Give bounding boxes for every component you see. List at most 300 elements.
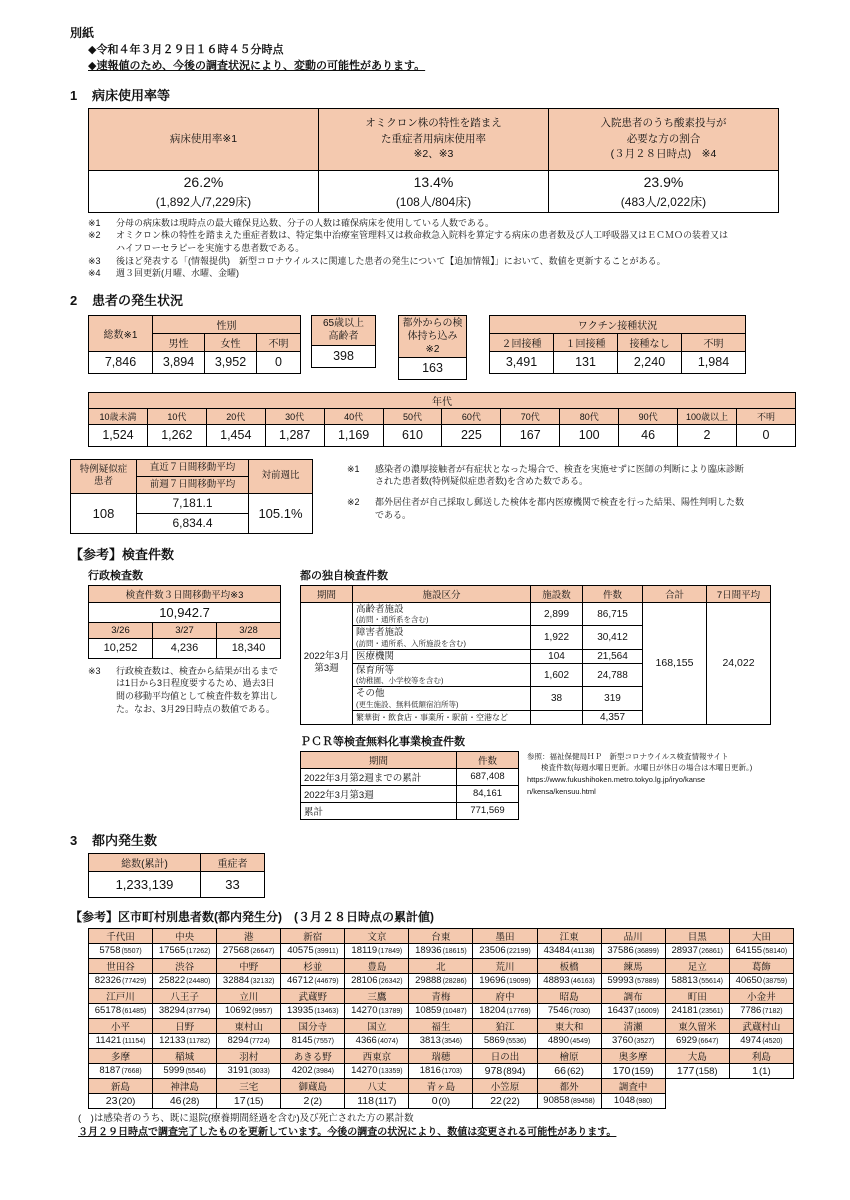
- footnote-text: 週３回更新(月曜、水曜、金曜): [116, 268, 239, 279]
- municipality-value: [345, 1003, 409, 1018]
- municipality-value: [665, 1033, 729, 1048]
- municipality-recovered-count: (7182): [762, 1008, 783, 1016]
- municipality-recovered-count: (3033): [249, 1068, 270, 1076]
- page-corner-label: 別紙: [70, 26, 95, 40]
- municipality-value: [153, 1093, 217, 1108]
- municipality-recovered-count: (20): [118, 1095, 136, 1107]
- municipality-recovered-count: (15): [246, 1095, 264, 1107]
- municipality-value: [217, 973, 281, 988]
- municipality-name: 目黒: [665, 928, 729, 943]
- footnote: [88, 255, 736, 268]
- municipality-value: [729, 1003, 793, 1018]
- footnote-mark: ※3: [88, 255, 101, 266]
- municipality-count: 58813: [671, 975, 698, 987]
- municipality-name: 三宅: [217, 1078, 281, 1093]
- vaccine-table: [489, 315, 746, 374]
- elderly-value: 398: [312, 345, 376, 367]
- pcr-table: [300, 751, 519, 820]
- municipality-recovered-count: (4074): [377, 1038, 399, 1046]
- bed-usage-col-header: オミクロン株の特性を踏まえ た重症者用病床使用率 ※2、※3: [319, 108, 549, 170]
- municipality-count: 5869: [483, 1035, 505, 1047]
- vaccine-header: ワクチン接種状況: [490, 315, 746, 333]
- municipality-value: [89, 1033, 153, 1048]
- bed-usage-detail: (1,892人/7,229床): [155, 194, 252, 209]
- municipality-count: 24181: [671, 1005, 698, 1017]
- outside-sample-value: 163: [399, 357, 467, 379]
- municipality-name: 中央: [153, 928, 217, 943]
- age-value: 46: [619, 424, 678, 446]
- metro-total: 168,155: [643, 602, 707, 724]
- special-case-value: 108: [71, 493, 137, 533]
- municipality-name: 板橋: [537, 958, 601, 973]
- municipality-value: [153, 1033, 217, 1048]
- age-value: 1,262: [147, 424, 206, 446]
- cumulative-total-value: 1,233,139: [89, 871, 201, 897]
- municipality-count: 18204: [479, 1005, 506, 1017]
- municipality-name: 稲城: [153, 1048, 217, 1063]
- municipality-count: 43484: [543, 945, 570, 957]
- age-col-header: 80代: [560, 408, 619, 424]
- municipality-count: 3813: [419, 1035, 441, 1047]
- municipality-value: [281, 1063, 345, 1078]
- municipality-name: 品川: [601, 928, 665, 943]
- municipality-name: 東大和: [537, 1018, 601, 1033]
- municipality-count: 32884: [222, 975, 250, 987]
- severe-cases-value: 33: [201, 871, 265, 897]
- municipality-recovered-count: (9957): [252, 1008, 273, 1016]
- bed-usage-cell: [549, 170, 779, 212]
- municipality-value: [601, 1093, 665, 1108]
- municipality-count: 170: [612, 1064, 631, 1077]
- municipality-value: [473, 1093, 537, 1108]
- admin-tests-block: [88, 567, 280, 715]
- municipality-name: 日の出: [473, 1048, 537, 1063]
- age-table: [88, 392, 796, 447]
- total-header: 総数※1: [89, 315, 153, 351]
- municipality-name: 三鷹: [345, 988, 409, 1003]
- municipality-section-heading: 【参考】区市町村別患者数(都内発生分) (３月２８日時点の累計値): [70, 909, 434, 924]
- footnote: [347, 463, 747, 488]
- footnote-mark: ※2: [88, 230, 101, 241]
- date-header: 3/28: [217, 622, 281, 638]
- municipality-recovered-count: (1703): [441, 1068, 463, 1076]
- municipality-count: 1: [752, 1064, 758, 1077]
- municipality-recovered-count: (32132): [250, 978, 275, 986]
- municipality-name: 町田: [665, 988, 729, 1003]
- metro-test-count: 21,564: [583, 649, 643, 663]
- outside-sample-header: 都外からの検 体持ち込み ※2: [399, 315, 467, 357]
- footnote: [88, 229, 736, 254]
- municipality-count: 40650: [735, 975, 763, 987]
- municipality-name: 西東京: [345, 1048, 409, 1063]
- municipality-count: 4202: [291, 1065, 313, 1077]
- section-title: 病床使用率等: [92, 87, 171, 103]
- municipality-name: 新宿: [281, 928, 345, 943]
- special-case-table: [70, 459, 313, 534]
- vaccine-col-header: 不明: [682, 333, 746, 351]
- municipality-count: 2: [303, 1094, 310, 1107]
- total-gender-table: [88, 315, 301, 374]
- admin-tests-table: [88, 585, 281, 659]
- municipality-count: 8145: [291, 1035, 313, 1047]
- metro-test-count: 30,412: [583, 626, 643, 649]
- gender-value: 0: [257, 351, 301, 373]
- municipality-name: 狛江: [473, 1018, 537, 1033]
- municipality-name: 八王子: [153, 988, 217, 1003]
- municipality-value: [665, 943, 729, 958]
- municipality-recovered-count: (1): [759, 1065, 771, 1077]
- municipality-name: 江東: [537, 928, 601, 943]
- municipality-count: 28937: [671, 945, 698, 957]
- municipality-count: 0: [431, 1094, 438, 1107]
- municipality-value: [345, 973, 409, 988]
- pcr-col-header: 件数: [457, 751, 519, 768]
- municipality-count: 59993: [607, 975, 634, 987]
- municipality-recovered-count: (58140): [763, 948, 788, 956]
- municipality-count: 118: [357, 1094, 374, 1107]
- municipality-value: [281, 1033, 345, 1048]
- municipality-count: 3760: [611, 1035, 634, 1047]
- municipality-value: [153, 943, 217, 958]
- municipality-recovered-count: (3984): [313, 1068, 334, 1076]
- age-value: 1,524: [89, 424, 148, 446]
- municipality-recovered-count: (17262): [186, 948, 211, 956]
- municipality-name: 青梅: [409, 988, 473, 1003]
- pcr-row-label: 2022年3月第2週までの累計: [301, 768, 457, 785]
- municipality-count: 28106: [351, 975, 378, 987]
- municipality-name: 台東: [409, 928, 473, 943]
- municipality-name: 小笠原: [473, 1078, 537, 1093]
- municipality-name: 調査中: [601, 1078, 665, 1093]
- municipality-value: [537, 943, 601, 958]
- age-value: 0: [736, 424, 795, 446]
- municipality-value: [281, 973, 345, 988]
- municipality-count: 17565: [158, 945, 186, 957]
- bed-usage-rate: 13.4%: [413, 174, 454, 191]
- municipality-count: 25822: [158, 975, 186, 987]
- municipality-name: 福生: [409, 1018, 473, 1033]
- municipality-recovered-count: (4549): [570, 1038, 591, 1046]
- gender-value: 3,894: [153, 351, 205, 373]
- update-notice: ３月２９日時点で調査完了したものを更新しています。今後の調査の状況により、数値は変更される可能性があります。: [78, 1127, 617, 1139]
- municipality-value: [665, 1063, 729, 1078]
- age-value: 1,169: [324, 424, 383, 446]
- municipality-recovered-count: (11154): [122, 1038, 146, 1046]
- municipality-count: 23: [105, 1094, 118, 1107]
- municipality-value: [473, 943, 537, 958]
- facility-type-sub: (更生施設、無料低額宿泊所等): [356, 699, 459, 709]
- age-col-header: 40代: [324, 408, 383, 424]
- municipality-count: 4366: [355, 1035, 377, 1047]
- outside-sample-table: [398, 315, 467, 380]
- bed-usage-col-header: 病床使用率※1: [89, 108, 319, 170]
- age-value: 1,287: [265, 424, 324, 446]
- bed-usage-table: [88, 108, 779, 213]
- metro-col-header: 合計: [643, 585, 707, 602]
- municipality-count: 27568: [222, 945, 250, 957]
- municipality-name: 調布: [601, 988, 665, 1003]
- vaccine-col-header: １回接種: [554, 333, 618, 351]
- elderly-header: 65歳以上 高齢者: [312, 315, 376, 345]
- municipality-count: 5999: [163, 1065, 185, 1077]
- pcr-row-value: 687,408: [457, 768, 519, 785]
- footnote-mark: ※4: [88, 268, 101, 279]
- municipality-count: 65178: [94, 1005, 122, 1017]
- municipality-name: 武蔵野: [281, 988, 345, 1003]
- municipality-recovered-count: (7557): [313, 1038, 334, 1046]
- municipality-count: 6929: [676, 1035, 698, 1047]
- bed-usage-notes: [88, 217, 736, 280]
- admin-tests-note: [88, 665, 278, 715]
- municipality-name: 檜原: [537, 1048, 601, 1063]
- footnote-text: 行政検査数は、検査から結果が出るまでは1日から3日程度要するため、過去3日間の移動平均値として検査件数を算出した。なお、3月29日時点の数値である。: [116, 665, 279, 714]
- municipality-count: 23506: [479, 945, 506, 957]
- municipality-recovered-count: (28): [182, 1095, 200, 1107]
- municipality-name: 羽村: [217, 1048, 281, 1063]
- municipality-value: [153, 1003, 217, 1018]
- metro-col-header: 施設区分: [353, 585, 531, 602]
- bed-usage-detail: (483人/2,022床): [620, 194, 707, 209]
- municipality-count: 14270: [351, 1065, 378, 1077]
- metro-test-count: 24,788: [583, 664, 643, 687]
- municipality-count: 90858: [543, 1095, 570, 1107]
- facility-type: 高齢者施設 (訪問・通所系を含む): [353, 602, 531, 625]
- municipality-value: [729, 1063, 793, 1078]
- municipality-value: [345, 1033, 409, 1048]
- municipality-name: 墨田: [473, 928, 537, 943]
- gender-col-header: 不明: [257, 333, 301, 351]
- municipality-count: 4974: [740, 1035, 762, 1047]
- section-heading-patients: [70, 290, 805, 309]
- municipality-value: [217, 1063, 281, 1078]
- metro-test-count: 86,715: [583, 602, 643, 625]
- municipality-recovered-count: (117): [374, 1095, 397, 1107]
- municipality-recovered-count: (13463): [314, 1008, 339, 1016]
- age-col-header: 90代: [619, 408, 678, 424]
- municipality-recovered-count: (77429): [122, 978, 147, 986]
- pcr-row-label: 2022年3月第3週: [301, 785, 457, 802]
- municipality-value: [729, 973, 793, 988]
- municipality-value: [537, 1063, 601, 1078]
- municipality-value: [601, 1063, 665, 1078]
- municipality-name: 大島: [665, 1048, 729, 1063]
- date-header: 3/27: [153, 622, 217, 638]
- bed-usage-rate: 26.2%: [183, 174, 224, 191]
- municipality-recovered-count: (38759): [763, 978, 788, 986]
- municipality-recovered-count: (17769): [506, 1008, 531, 1016]
- age-value: 1,454: [206, 424, 265, 446]
- age-col-header: 100歳以上: [678, 408, 737, 424]
- special-case-header: 特例疑似症 患者: [71, 459, 137, 493]
- municipality-value: [537, 973, 601, 988]
- municipality-value: [537, 1093, 601, 1108]
- special-case-row: [70, 459, 805, 534]
- municipality-recovered-count: (6647): [698, 1038, 719, 1046]
- tokyo-cases-table: [88, 853, 265, 898]
- age-col-header: 60代: [442, 408, 501, 424]
- municipality-name: 千代田: [89, 928, 153, 943]
- municipality-value: [89, 973, 153, 988]
- municipality-value: [217, 1003, 281, 1018]
- municipality-value: [281, 1003, 345, 1018]
- date-value: 10,252: [89, 638, 153, 658]
- municipality-count: 11421: [95, 1035, 122, 1047]
- municipality-value: [473, 973, 537, 988]
- municipality-recovered-count: (41138): [570, 948, 595, 956]
- cumulative-total-header: 総数(累計): [89, 853, 201, 871]
- municipality-recovered-count: (26647): [250, 948, 275, 956]
- municipality-value: [537, 1033, 601, 1048]
- metro-period: 2022年3月第3週: [301, 602, 353, 724]
- pcr-title: ＰＣＲ等検査無料化事業検査件数: [300, 735, 465, 748]
- municipality-name: 葛飾: [729, 958, 793, 973]
- footnote-text: 感染者の濃厚接触者が有症状となった場合で、検査を実施せずに医師の判断により臨床診断された患者数(特例疑似症患者数)を含めた数である。: [375, 463, 744, 487]
- municipality-count: 4890: [547, 1035, 570, 1047]
- pcr-row-label: 累計: [301, 802, 457, 819]
- footnote: [347, 496, 747, 521]
- municipality-recovered-count: (61485): [122, 1008, 147, 1016]
- municipality-recovered-count: (57889): [634, 978, 659, 986]
- total-value: 7,846: [89, 351, 153, 373]
- vaccine-value: 131: [554, 351, 618, 373]
- metro-tests-block: [300, 567, 817, 820]
- footnote-mark: ※2: [347, 497, 360, 508]
- section-number: 2: [70, 292, 78, 308]
- municipality-recovered-count: (13789): [378, 1008, 403, 1016]
- municipality-value: [89, 1063, 153, 1078]
- municipality-recovered-count: (22): [502, 1095, 520, 1107]
- municipality-count: 16437: [607, 1005, 634, 1017]
- municipality-name: 昭島: [537, 988, 601, 1003]
- patient-notes: [347, 463, 747, 529]
- municipality-name: 国分寺: [281, 1018, 345, 1033]
- age-col-header: 不明: [736, 408, 795, 424]
- facility-type-sub: (幼稚園、小学校等を含む): [356, 676, 444, 686]
- metro-col-header: 施設数: [531, 585, 583, 602]
- facility-count: 104: [531, 649, 583, 663]
- admin-tests-title: 行政検査数: [88, 569, 143, 582]
- municipality-name: 大田: [729, 928, 793, 943]
- municipality-name: 練馬: [601, 958, 665, 973]
- municipality-recovered-count: (89458): [570, 1098, 595, 1106]
- municipality-value: [729, 943, 793, 958]
- municipality-recovered-count: (894): [503, 1065, 526, 1077]
- municipality-name: 豊島: [345, 958, 409, 973]
- municipality-count: 40575: [287, 945, 314, 957]
- metro-tests-table: [300, 585, 771, 725]
- moving-average-value: 7,181.1: [137, 493, 249, 513]
- municipality-name: 御蔵島: [281, 1078, 345, 1093]
- municipality-count: 1048: [613, 1095, 636, 1107]
- age-col-header: 20代: [206, 408, 265, 424]
- age-value: 167: [501, 424, 560, 446]
- municipality-count: 17: [233, 1094, 246, 1107]
- municipality-count: 5758: [99, 945, 121, 957]
- municipality-count: 48893: [543, 975, 570, 987]
- preliminary-note: ◆速報値のため、今後の調査状況により、変動の可能性があります。: [88, 59, 426, 72]
- municipality-value: [665, 1003, 729, 1018]
- municipality-recovered-count: (0): [438, 1095, 451, 1107]
- municipality-table: [88, 928, 794, 1109]
- municipality-recovered-count: (19099): [506, 978, 531, 986]
- municipality-value: [345, 1063, 409, 1078]
- patient-summary-row: [88, 315, 805, 380]
- municipality-recovered-count: (5507): [121, 948, 142, 956]
- municipality-count: 7546: [547, 1005, 570, 1017]
- week-over-week-header: 対前週比: [249, 459, 313, 493]
- pcr-block: [300, 751, 817, 820]
- municipality-count: 22: [490, 1094, 502, 1107]
- age-value: 2: [678, 424, 737, 446]
- municipality-count: 10692: [224, 1005, 252, 1017]
- facility-count: [531, 710, 583, 724]
- moving-average-header: 直近７日間移動平均: [137, 459, 249, 476]
- age-table-caption: 年代: [89, 392, 796, 408]
- municipality-value: [665, 973, 729, 988]
- municipality-name: 国立: [345, 1018, 409, 1033]
- municipality-count: 46: [169, 1094, 182, 1107]
- municipality-name: あきる野: [281, 1048, 345, 1063]
- municipality-recovered-count: (17849): [378, 948, 403, 956]
- municipality-count: 3191: [227, 1065, 249, 1077]
- age-value: 100: [560, 424, 619, 446]
- age-col-header: 70代: [501, 408, 560, 424]
- municipality-recovered-count: (3546): [441, 1038, 463, 1046]
- municipality-value: [473, 1003, 537, 1018]
- municipality-recovered-count: (7668): [121, 1068, 142, 1076]
- municipality-value: [409, 1033, 473, 1048]
- date-value: 18,340: [217, 638, 281, 658]
- municipality-value: [89, 1093, 153, 1108]
- municipality-name: 東久留米: [665, 1018, 729, 1033]
- pcr-note-line: 参照：福祉保健局ＨＰ 新型コロナウイルス検査情報サイト: [527, 751, 729, 761]
- municipality-count: 8187: [99, 1065, 121, 1077]
- section-heading-bed-usage: [70, 85, 805, 104]
- metro-col-header: 期間: [301, 585, 353, 602]
- municipality-recovered-count: (980): [636, 1098, 653, 1106]
- facility-count: 1,602: [531, 664, 583, 687]
- severe-cases-header: 重症者: [201, 853, 265, 871]
- municipality-recovered-count: (62): [566, 1065, 584, 1077]
- pcr-row-value: 771,569: [457, 802, 519, 819]
- municipality-name: 青ヶ島: [409, 1078, 473, 1093]
- date-header: 3/26: [89, 622, 153, 638]
- elderly-table: [311, 315, 376, 368]
- facility-count: 2,899: [531, 602, 583, 625]
- age-col-header: 30代: [265, 408, 324, 424]
- municipality-count: 46712: [286, 975, 314, 987]
- municipality-value: [345, 943, 409, 958]
- footnote-text: 後ほど発表する「(情報提供) 新型コロナウイルスに関連した患者の発生について【追加情報】」において、数値を更新することがある。: [116, 255, 666, 266]
- municipality-name: 江戸川: [89, 988, 153, 1003]
- municipality-value: [217, 1033, 281, 1048]
- facility-count: 1,922: [531, 626, 583, 649]
- municipality-value: [89, 1003, 153, 1018]
- facility-type: 保育所等 (幼稚園、小学校等を含む): [353, 664, 531, 687]
- page-footnotes: [78, 1112, 805, 1140]
- pcr-col-header: 期間: [301, 751, 457, 768]
- municipality-value: [601, 1003, 665, 1018]
- report-header-notes: [88, 43, 805, 75]
- municipality-recovered-count: (4520): [762, 1038, 783, 1046]
- municipality-recovered-count: (22199): [506, 948, 531, 956]
- municipality-value: [153, 1063, 217, 1078]
- municipality-value: [409, 943, 473, 958]
- municipality-name: 文京: [345, 928, 409, 943]
- municipality-name: 立川: [217, 988, 281, 1003]
- municipality-recovered-count: (5546): [185, 1068, 206, 1076]
- municipality-name: 杉並: [281, 958, 345, 973]
